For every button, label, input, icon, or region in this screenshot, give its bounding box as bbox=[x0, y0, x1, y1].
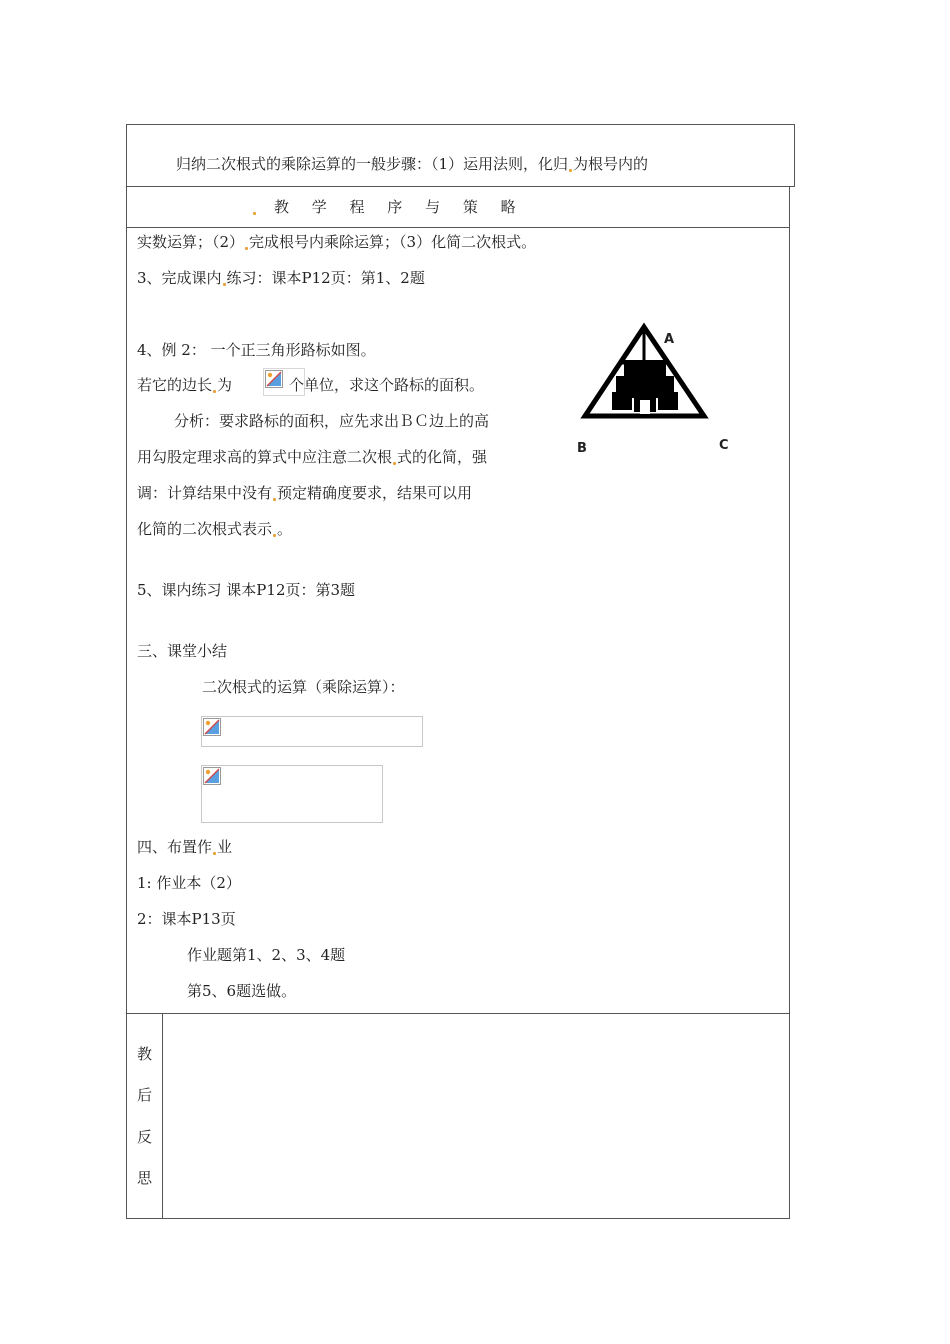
reflection-column-divider bbox=[162, 1013, 163, 1219]
reflection-char-1: 教 bbox=[137, 1045, 153, 1063]
analysis-line-2: 用勾股定理求高的算式中应注意二次根 式的化简，强 bbox=[137, 448, 488, 466]
table-border-left bbox=[126, 186, 127, 1219]
reflection-char-2: 后 bbox=[137, 1086, 153, 1104]
homework-item-2-optional: 第5、6题选做。 bbox=[187, 982, 297, 1000]
analysis-line-1: 分析：要求路标的面积，应先求出ＢＣ边上的高 bbox=[174, 412, 490, 430]
broken-image-icon bbox=[203, 767, 221, 785]
example-2-title: 4、例 2： 一个正三角形路标如图。 bbox=[137, 341, 376, 359]
analysis-line-3: 调：计算结果中没有 预定精确度要求，结果可以用 bbox=[137, 484, 473, 502]
vertex-label-c: C bbox=[719, 438, 729, 453]
triangle-road-sign-figure bbox=[578, 322, 713, 422]
top-box-border-left bbox=[126, 124, 127, 187]
example-2-question: 个单位，求这个路标的面积。 bbox=[289, 376, 485, 394]
broken-image-icon bbox=[265, 370, 283, 388]
homework-item-1: 1: 作业本（2） bbox=[137, 874, 241, 892]
table-border-right bbox=[789, 186, 790, 1219]
top-box-text: 归纳二次根式的乘除运算的一般步骤：（1）运用法则，化归 为根号内的 bbox=[176, 155, 649, 173]
table-border-bottom bbox=[126, 1218, 790, 1219]
homework-heading: 四、布置作 业 bbox=[137, 838, 233, 856]
top-box-border-right bbox=[794, 124, 795, 187]
homework-item-2-exercises: 作业题第1、2、3、4题 bbox=[187, 946, 346, 964]
multiplication-rule-image bbox=[201, 716, 423, 747]
reflection-row-divider bbox=[126, 1013, 790, 1014]
reflection-char-3: 反 bbox=[137, 1128, 153, 1146]
broken-image-icon bbox=[203, 718, 221, 736]
section-heading: 教 学 程 序 与 策 略 bbox=[252, 196, 525, 217]
text-line-1: 实数运算；（2） 完成根号内乘除运算；（3）化简二次根式。 bbox=[137, 233, 537, 251]
summary-heading: 三、课堂小结 bbox=[137, 642, 228, 660]
summary-subheading: 二次根式的运算（乘除运算）： bbox=[202, 678, 405, 696]
vertex-label-b: B bbox=[577, 441, 587, 456]
practice-line: 5、课内练习 课本P12页：第3题 bbox=[137, 581, 356, 599]
analysis-line-4: 化简的二次根式表示 。 bbox=[137, 520, 293, 538]
example-2-side-length: 若它的边长 为 bbox=[137, 376, 233, 394]
top-box-border-top bbox=[126, 124, 795, 125]
heading-row-divider bbox=[126, 227, 790, 228]
top-box-border-bottom bbox=[126, 186, 795, 187]
homework-item-2: 2：课本P13页 bbox=[137, 910, 236, 928]
vertex-label-a: A bbox=[664, 332, 675, 347]
division-rule-image bbox=[201, 765, 383, 823]
reflection-char-4: 思 bbox=[137, 1169, 153, 1187]
text-line-2: 3、完成课内 练习：课本P12页：第1、2题 bbox=[137, 269, 425, 287]
